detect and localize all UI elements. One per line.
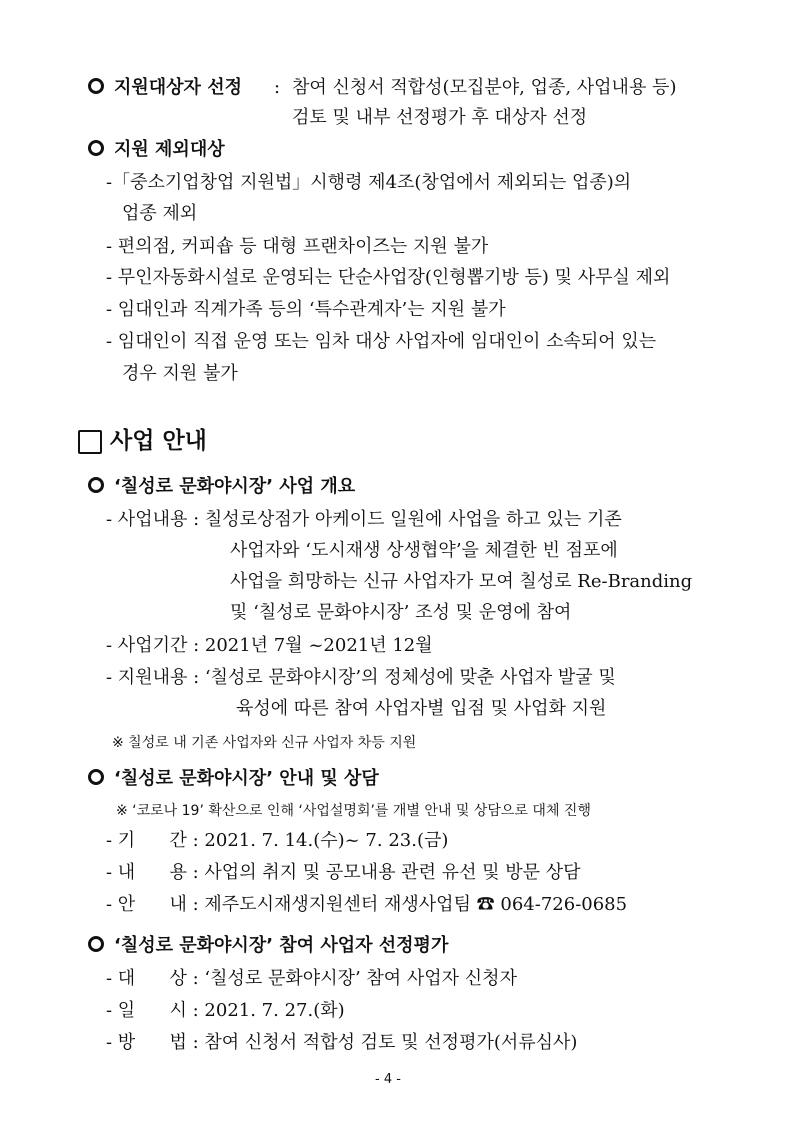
s3-line: 사업자와 ‘도시재생 상생협약’을 체결한 빈 점포에 xyxy=(230,540,618,561)
s4-line: - 기 간 : 2021. 7. 14.(수)~ 7. 23.(금) xyxy=(106,830,449,851)
s3-note: ※ 칠성로 내 기존 사업자와 신규 사업자 차등 지원 xyxy=(112,735,417,751)
page-number: - 4 - xyxy=(375,1072,401,1087)
s3-line: - 지원내용 : ‘칠성로 문화야시장’의 정체성에 맞춘 사업자 발굴 및 xyxy=(106,667,616,688)
s4-line: - 내 용 : 사업의 취지 및 공모내용 관련 유선 및 방문 상담 xyxy=(106,862,581,883)
s2-item: - 편의점, 커피숍 등 대형 프랜차이즈는 지원 불가 xyxy=(106,236,489,257)
s1-title: 지원대상자 선정 xyxy=(114,77,242,98)
s2-item: -「중소기업창업 지원법」시행령 제4조(창업에서 제외되는 업종)의 xyxy=(106,172,632,193)
circle-bullet-icon xyxy=(88,78,104,94)
s2-item: - 임대인과 직계가족 등의 ‘특수관계자’는 지원 불가 xyxy=(106,299,506,320)
s1-text-line1: 참여 신청서 적합성(모집분야, 업종, 사업내용 등) xyxy=(292,77,677,98)
s2-heading xyxy=(88,137,225,163)
s2-item: - 무인자동화시설로 운영되는 단순사업장(인형뽑기방 등) 및 사무실 제외 xyxy=(106,267,671,288)
s5-line: - 방 법 : 참여 신청서 적합성 검토 및 선정평가(서류심사) xyxy=(106,1032,578,1053)
s3-line: 및 ‘칠성로 문화야시장’ 조성 및 운영에 참여 xyxy=(230,602,572,623)
circle-bullet-icon xyxy=(88,769,104,785)
s3-heading xyxy=(88,474,355,500)
s5-line: - 대 상 : ‘칠성로 문화야시장’ 참여 사업자 신청자 xyxy=(106,968,517,989)
checkbox-square-icon xyxy=(78,430,102,454)
circle-bullet-icon xyxy=(88,140,104,156)
s3-line: 사업을 희망하는 신규 사업자가 모여 칠성로 Re-Branding xyxy=(230,571,693,592)
s3-line: 육성에 따른 참여 사업자별 입점 및 사업화 지원 xyxy=(236,698,607,719)
s2-item: 경우 지원 불가 xyxy=(122,363,238,384)
s5-heading xyxy=(88,933,448,959)
s2-item: - 임대인이 직접 운영 또는 임차 대상 사업자에 임대인이 소속되어 있는 xyxy=(106,331,657,352)
section-title: 사업 안내 xyxy=(110,428,207,454)
s1-heading xyxy=(88,75,242,101)
s4-line: - 안 내 : 제주도시재생지원센터 재생사업팀 ☎ 064-726-0685 xyxy=(106,894,628,915)
s5-title: ‘칠성로 문화야시장’ 참여 사업자 선정평가 xyxy=(114,935,449,956)
circle-bullet-icon xyxy=(88,936,104,952)
s3-line: - 사업기간 : 2021년 7월 ~2021년 12월 xyxy=(106,635,433,656)
s2-title: 지원 제외대상 xyxy=(114,139,225,160)
s4-heading xyxy=(88,766,379,792)
s2-item: 업종 제외 xyxy=(122,203,198,224)
s4-title: ‘칠성로 문화야시장’ 안내 및 상담 xyxy=(114,768,379,789)
s4-note: ※ ‘코로나 19’ 확산으로 인해 ‘사업설명회’를 개별 안내 및 상담으로 대체 진행 xyxy=(116,803,591,819)
s5-line: - 일 시 : 2021. 7. 27.(화) xyxy=(106,1000,345,1021)
s1-text-line2: 검토 및 내부 선정평가 후 대상자 선정 xyxy=(292,107,588,128)
s3-title: ‘칠성로 문화야시장’ 사업 개요 xyxy=(114,476,356,497)
s3-line: - 사업내용 : 칠성로상점가 아케이드 일원에 사업을 하고 있는 기존 xyxy=(106,509,622,530)
s1-colon: : xyxy=(274,77,281,98)
circle-bullet-icon xyxy=(88,477,104,493)
